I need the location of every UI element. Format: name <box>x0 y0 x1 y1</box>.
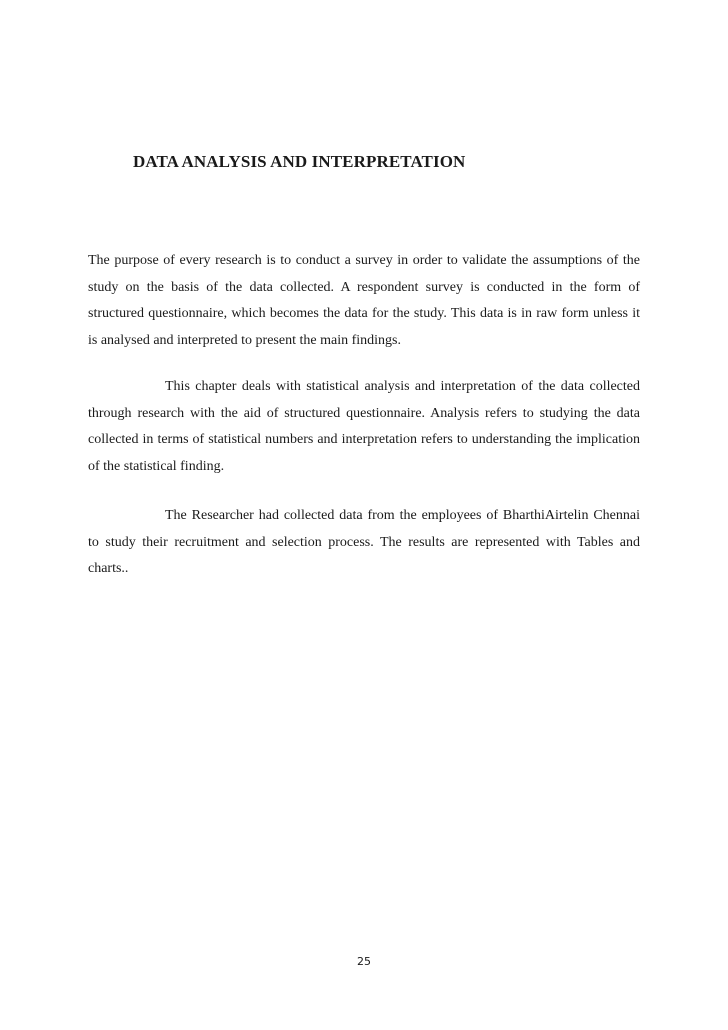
page-number: 25 <box>357 955 371 968</box>
paragraph-data-collection: The Researcher had collected data from the employees of BharthiAirtelin Chennai to study their recruitment and selection process. The results are represented with Tables and charts.. <box>88 508 640 576</box>
page-title: DATA ANALYSIS AND INTERPRETATION <box>133 152 466 171</box>
paragraph-chapter-overview: This chapter deals with statistical analysis and interpretation of the data collected through research with the aid of structured questionnaire. Analysis refers to studying the data collected in terms of statistical numbers and interpretation refers to understanding the implication of the statistical finding. <box>88 379 640 474</box>
paragraph-purpose: The purpose of every research is to conduct a survey in order to validate the assumptions of the study on the basis of the data collected. A respondent survey is conducted in the form of structured questionnaire, which becomes the data for the study. This data is in raw form unless it is analysed and interpreted to present the main findings. <box>88 253 640 348</box>
